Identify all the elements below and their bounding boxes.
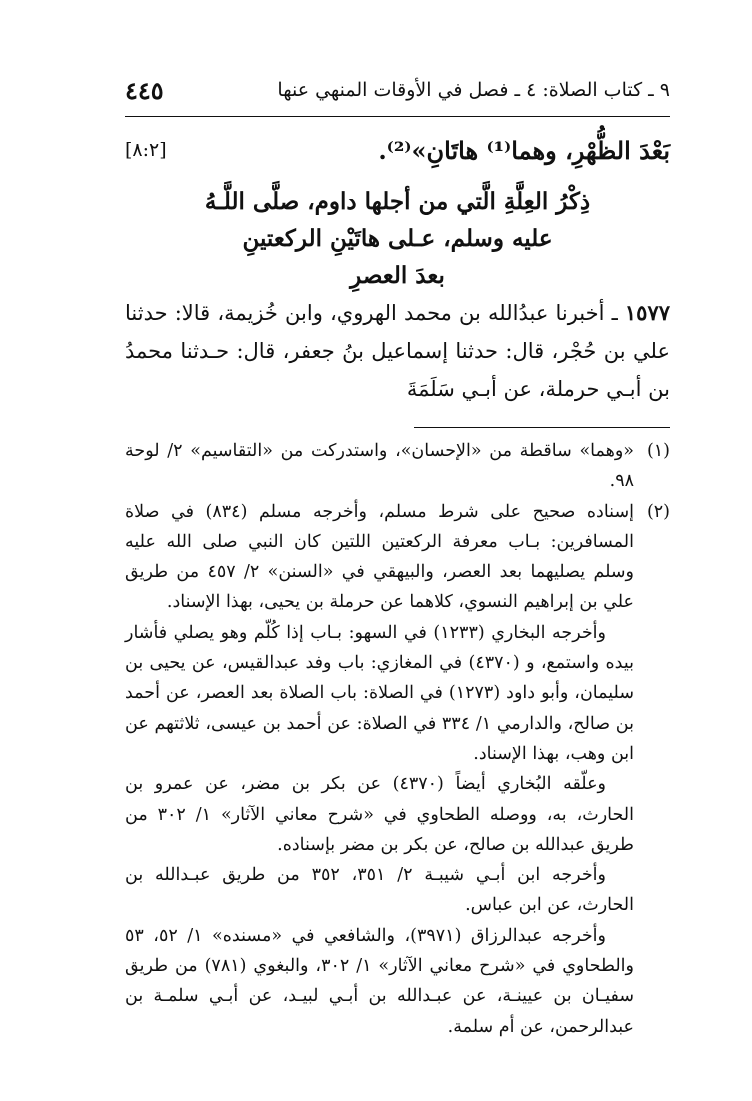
- page-header: [125, 72, 670, 108]
- footnote-paragraph: «وهما» ساقطة من «الإحسان»، واستدركت من «التقاسيم» ٢/ لوحة ٩٨.: [125, 441, 634, 492]
- footnote: [125, 436, 670, 497]
- heading-line-3: بعدَ العصرِ: [350, 262, 445, 289]
- footnote-paragraph: وأخرجه عبدالرزاق (٣٩٧١)، والشافعي في «مسنده» ١/ ٥٢، ٥٣ والطحاوي في «شرح معاني الآثار» ١/ ٣٠٢، والبغوي (٧٨١) من طريق سفيـان بن عيينـة، عن عبـدالله بن أبـي لبيـد، عن أبـي سلمـة بن عبدالرحمن، عن أم سلمة.: [125, 925, 634, 1037]
- page-number: ٤٤٥: [125, 75, 164, 105]
- footnote-label: (١): [646, 441, 670, 461]
- header-rule: [125, 116, 670, 117]
- footnote: [125, 497, 670, 1042]
- chapter-heading: [125, 183, 670, 294]
- hadith-text: [125, 294, 670, 408]
- hadith-body: ـ أخبرنا عبدُالله بن محمد الهروي، وابن خُزيمة، قالا: حدثنا علي بن حُجْر، قال: حدثنا إسماعيل بنُ جعفر، قال: حـدثنا محمدُ بن أبـي حرملة، عن أبـي سَلَمَةَ: [125, 301, 670, 401]
- footnote-paragraph: وأخرجه ابن أبـي شيبـة ٢/ ٣٥١، ٣٥٢ من طريق عبـدالله بن الحارث، عن ابن عباس.: [125, 865, 634, 916]
- footnote-label: (٢): [646, 501, 670, 522]
- footnote-rule: [414, 427, 670, 428]
- hadith-number: ١٥٧٧: [624, 300, 671, 325]
- footnote-paragraph: وعلّقه البُخاري أيضاً (٤٣٧٠) عن بكر بن مضر، عن عمرو بن الحارث، به، ووصله الطحاوي في «شرح معاني الآثار» ١/ ٣٠٢ من طريق عبدالله بن صالح، عن بكر بن مضر بإسناده.: [125, 774, 634, 855]
- footnote-paragraph: إسناده صحيح على شرط مسلم، وأخرجه مسلم (٨٣٤) في صلاة المسافرين: بـاب معرفة الركعتين اللتين كان النبي صلى الله عليه وسلم يصليهما بعد العصر، والبيهقي في «السنن» ٢/ ٤٥٧ من طريق علي بن إبراهيم النسوي، كلاهما عن حرملة بن يحيى، بهذا الإسناد.: [125, 501, 634, 613]
- section-reference: [٨:٢]: [125, 139, 167, 161]
- running-title: ٩ ـ كتاب الصلاة: ٤ ـ فصل في الأوقات المنهي عنها: [277, 79, 670, 101]
- continuation-line: [125, 130, 670, 170]
- heading-line-1: ذِكْرُ العِلَّةِ الَّتي من أجلها داوم، صلَّى اللَّـهُ: [204, 188, 591, 215]
- footnotes: [125, 436, 670, 1042]
- heading-line-2: عليه وسلم، عـلى هاتَيْنِ الركعتينِ: [242, 225, 553, 252]
- continuation-text: بَعْدَ الظُّهْرِ، وهما⁽¹⁾ هاتَانِ»⁽²⁾.: [378, 135, 670, 165]
- footnote-paragraph: وأخرجه البخاري (١٢٣٣) في السهو: بـاب إذا كُلّم وهو يصلي فأشار بيده واستمع، و (٤٣٧٠) في المغازي: باب وفد عبدالقيس، عن يحيى بن سليمان، وأبو داود (١٢٧٣) في الصلاة: باب الصلاة بعد العصر، عن أحمد بن صالح، والدارمي ١/ ٣٣٤ في الصلاة: عن أحمد بن عيسى، ثلاثتهم عن ابن وهب، بهذا الإسناد.: [125, 622, 634, 764]
